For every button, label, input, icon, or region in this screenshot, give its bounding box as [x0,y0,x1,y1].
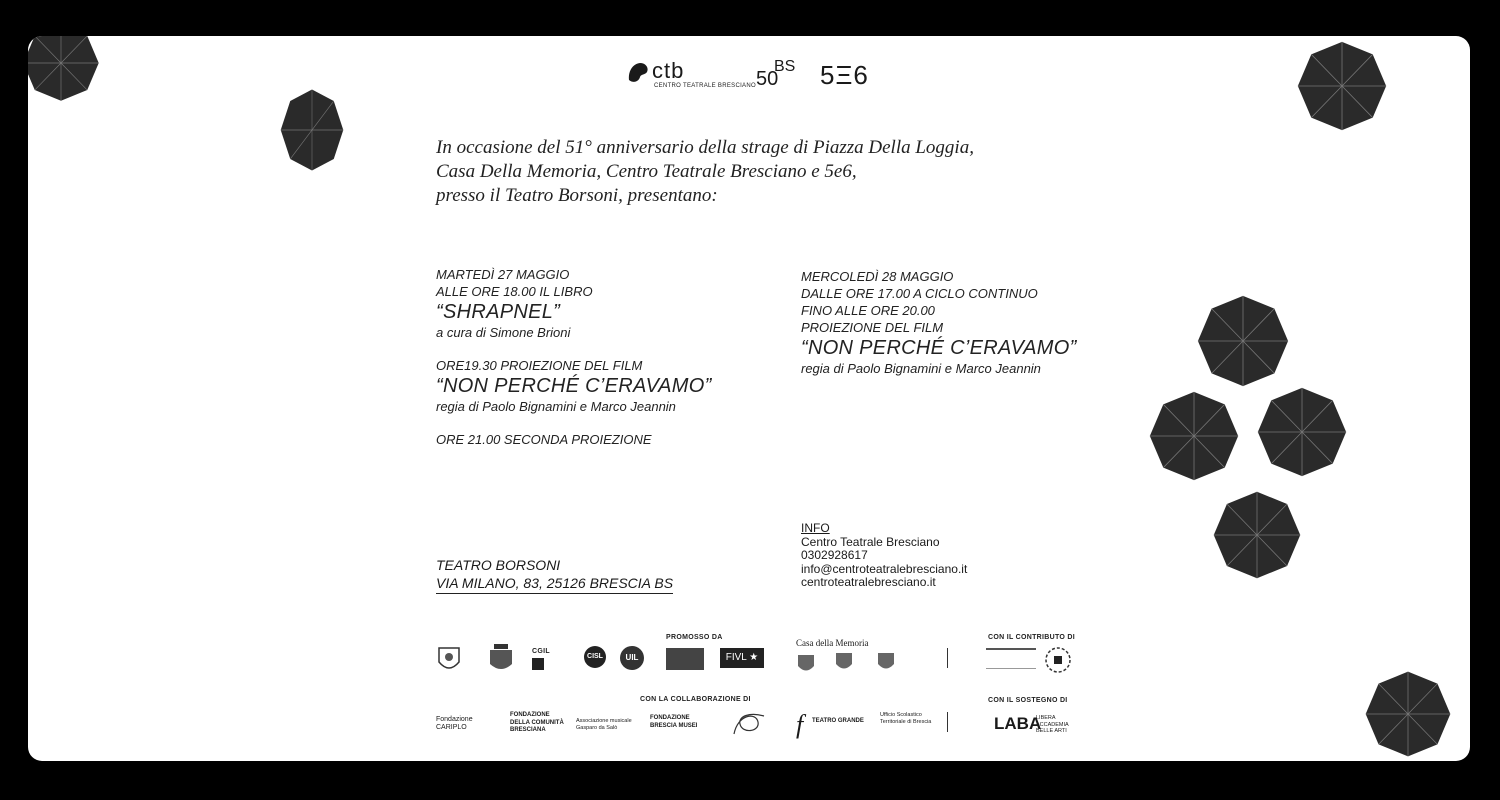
info-email[interactable]: info@centroteatralebresciano.it [801,561,968,576]
umbrella-icon [28,36,102,104]
intro-line: presso il Teatro Borsoni, presentano: [436,185,718,206]
event-time: PROIEZIONE DEL FILM [801,320,944,335]
intro-text [436,136,1136,208]
poster-card [28,36,1470,761]
umbrella-icon [1210,488,1304,582]
event-time: ORE19.30 PROIEZIONE DEL FILM [436,358,643,373]
laba-text: LABA [994,714,1042,733]
contributor-round-icon [1044,646,1072,674]
event-time: DALLE ORE 17.00 A CICLO CONTINUO [801,286,1038,301]
venue [436,556,673,594]
logo-ctb [626,58,756,92]
divider [947,648,948,668]
intro-line: Casa Della Memoria, Centro Teatrale Bresciano e 5e6, [436,161,857,182]
umbrella-icon [1254,384,1350,480]
associazione-logo: Associazione musicale Gasparo da Salò [576,718,632,731]
info-heading: INFO [801,521,830,535]
event-time: FINO ALLE ORE 20.00 [801,303,935,318]
ufficio-scolastico-logo: Ufficio Scolastico Territoriale di Brescia [880,712,932,725]
fondazione-brescia-musei-logo: FONDAZIONE BRESCIA MUSEI [650,715,698,729]
promosso-label: PROMOSSO DA [666,634,723,641]
event-day: MERCOLEDÌ 28 MAGGIO [801,269,954,284]
event-subtitle: a cura di Simone Brioni [436,325,571,340]
event-right [801,268,1141,377]
info-org: Centro Teatrale Bresciano [801,534,940,549]
laba-logo [994,714,1074,736]
f-glyph-icon: f [796,710,804,739]
uil-logo [620,646,644,670]
crest-icon [834,650,854,674]
umbrella-icon [1362,668,1454,760]
umbrella-icon [1194,292,1292,390]
event-day: MARTEDÌ 27 MAGGIO [436,267,570,282]
umbrella-icon [1146,388,1242,484]
ctb-mask-icon [626,60,652,86]
event-time: ORE 21.00 SECONDA PROIEZIONE [436,432,652,447]
venue-address[interactable]: VIA MILANO, 83, 25126 BRESCIA BS [436,574,673,594]
comune-brescia-crest-icon [436,642,462,676]
fivl-logo: FIVL ★ [720,648,764,668]
crest-icon [876,650,896,674]
event-time: ALLE ORE 18.00 IL LIBRO [436,284,593,299]
event-subtitle: regia di Paolo Bignamini e Marco Jeannin [801,361,1041,376]
casa-memoria-logo: Casa della Memoria [796,638,869,648]
logo-bs-text: BS [774,58,796,75]
logo-ctb-text: ctb [652,58,685,83]
teatro-grande-text: TEATRO GRANDE [812,718,864,724]
intro-line: In occasione del 51° anniversario della strage di Piazza Della Loggia, [436,137,974,158]
cgil-logo: CGIL [532,648,550,655]
logo-50bs [756,58,806,90]
divider [947,712,948,732]
venue-name: TEATRO BORSONI [436,557,561,573]
event-left [436,266,776,448]
fondazione-comunita-logo: FONDAZIONE DELLA COMUNITÀ BRESCIANA [510,712,564,733]
sostegno-label: CON IL SOSTEGNO DI [988,697,1068,704]
fivl-text: FIVL [725,652,747,663]
event-title: “SHRAPNEL” [436,301,561,323]
cisl-logo [584,646,606,668]
logo-ctb-subtitle: CENTRO TEATRALE BRESCIANO [654,83,756,89]
laba-subtitle: LIBERA ACCADEMIA BELLE ARTI [1036,715,1069,734]
logo-5e6: 5Ξ6 [820,60,869,90]
cisl-text: CISL [587,653,603,660]
info-website[interactable]: centroteatralebresciano.it [801,575,936,589]
uil-text: UIL [625,653,639,662]
event-title: “NON PERCHÉ C’ERAVAMO” [436,375,712,397]
info-block [801,522,967,590]
presidenza-consiglio-logo [986,648,1036,669]
crest-icon [796,652,816,676]
cgil-block-icon [532,658,544,670]
music-clef-icon [728,708,770,738]
umbrella-icon [278,86,346,174]
event-title: “NON PERCHÉ C’ERAVAMO” [801,337,1077,359]
umbrella-icon [1294,38,1390,134]
event-subtitle: regia di Paolo Bignamini e Marco Jeannin [436,399,676,414]
logo-50-text: 50 [756,68,779,90]
anpi-logo [666,648,704,670]
contributo-label: CON IL CONTRIBUTO DI [988,634,1076,641]
collaborazione-label: CON LA COLLABORAZIONE DI [640,696,751,703]
provincia-brescia-crest-icon [484,642,518,676]
info-phone[interactable]: 0302928617 [801,548,868,562]
fondazione-cariplo-logo: Fondazione CARIPLO [436,716,473,731]
teatro-grande-logo [796,710,864,739]
